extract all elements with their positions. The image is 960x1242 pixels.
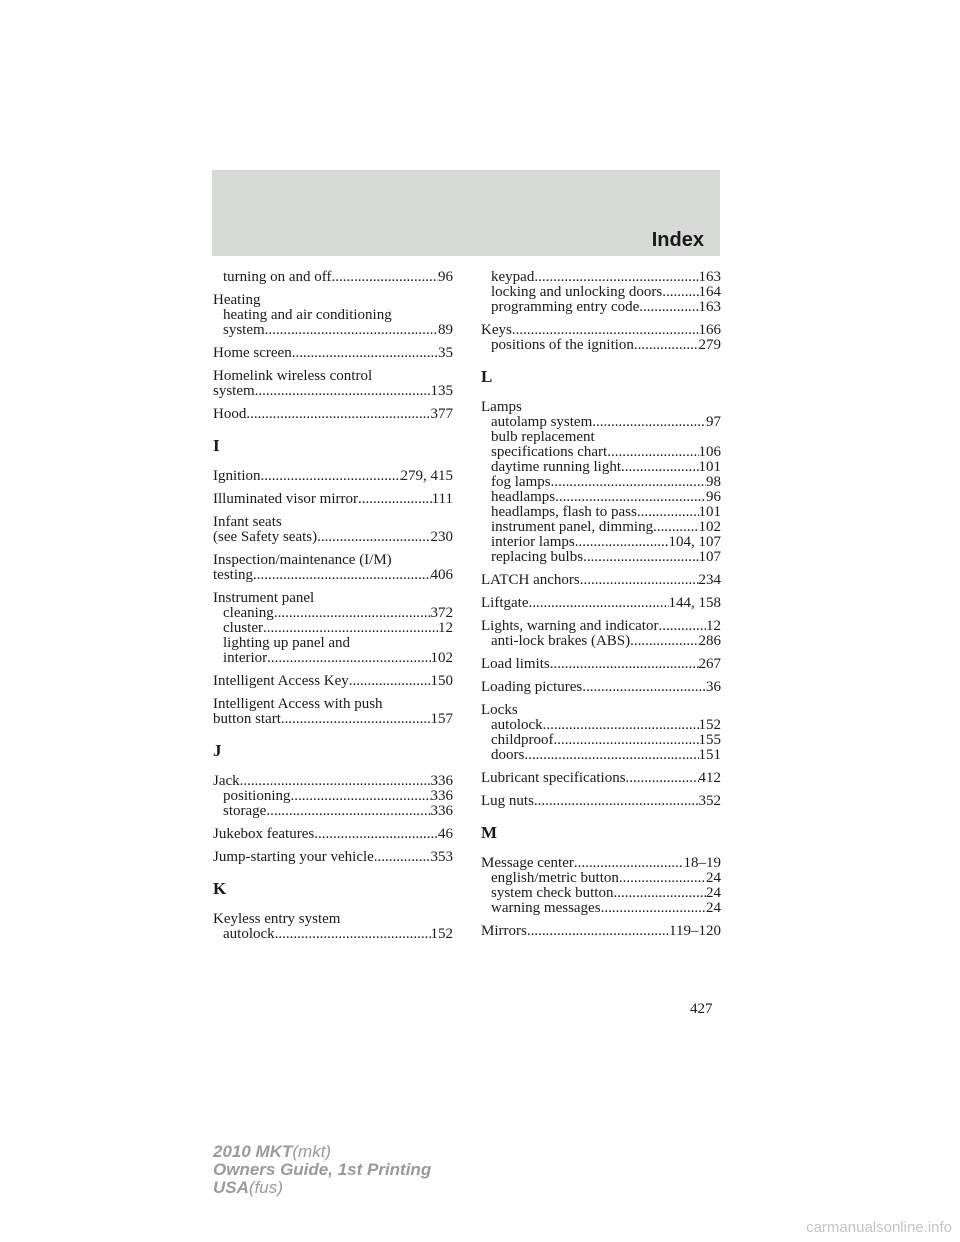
page-ref: 24 xyxy=(706,885,721,901)
index-subentry: headlamps, flash to pass ..... 101 xyxy=(481,505,721,520)
index-heading: Locks xyxy=(481,702,518,718)
page-ref: 279, 415 xyxy=(400,468,453,484)
document-footer xyxy=(213,1143,431,1197)
index-subentry: interior lamps ..... 104, 107 xyxy=(481,535,721,550)
index-column-right xyxy=(481,270,721,939)
page-ref: 157 xyxy=(430,711,453,727)
page-ref: 336 xyxy=(430,788,453,804)
page-ref: 406 xyxy=(430,567,453,583)
index-subentry: autolamp system ..... 97 xyxy=(481,415,721,430)
index-subentry: system check button ..... 24 xyxy=(481,886,721,901)
index-entry: Ignition ..... 279, 415 xyxy=(213,469,453,484)
section-letter: L xyxy=(481,367,493,386)
index-subentry: daytime running light ..... 101 xyxy=(481,460,721,475)
page-ref: 96 xyxy=(706,489,721,505)
index-entry: Jukebox features ..... 46 xyxy=(213,827,453,842)
page-ref: 155 xyxy=(698,732,721,748)
index-entry: Lights, warning and indicator ..... 12 xyxy=(481,619,721,634)
index-entry-group xyxy=(213,515,453,545)
watermark: carmanualsonline.info xyxy=(806,1219,952,1236)
page-ref: 267 xyxy=(698,656,721,672)
index-entry-group xyxy=(213,697,453,727)
page-ref: 144, 158 xyxy=(668,595,721,611)
page-ref: 151 xyxy=(698,747,721,763)
index-subentry: specifications chart ..... 106 xyxy=(481,445,721,460)
index-heading: Lamps xyxy=(481,399,522,415)
index-entry: system ..... 135 xyxy=(213,384,453,399)
page-ref: 336 xyxy=(430,773,453,789)
page-ref: 412 xyxy=(698,770,721,786)
index-entry: Liftgate ..... 144, 158 xyxy=(481,596,721,611)
section-letter: M xyxy=(481,823,498,842)
index-subentry: childproof ..... 155 xyxy=(481,733,721,748)
page-ref: 18–19 xyxy=(683,855,721,871)
index-subentry: warning messages ..... 24 xyxy=(481,901,721,916)
header-band xyxy=(212,170,720,256)
index-entry: Illuminated visor mirror ..... 111 xyxy=(213,492,453,507)
index-subentry: autolock ..... 152 xyxy=(213,927,453,942)
page-ref: 96 xyxy=(438,269,453,285)
page-ref: 111 xyxy=(431,491,453,507)
page-ref: 372 xyxy=(430,605,453,621)
index-entry-group xyxy=(481,703,721,763)
page-ref: 377 xyxy=(430,406,453,422)
index-entry: Lug nuts ..... 352 xyxy=(481,794,721,809)
page-ref: 152 xyxy=(698,717,721,733)
index-subentry: interior ..... 102 xyxy=(213,651,453,666)
index-subentry: storage ..... 336 xyxy=(213,804,453,819)
footer-model-code: (mkt) xyxy=(292,1142,332,1161)
page-ref: 12 xyxy=(438,620,453,636)
index-subentry: locking and unlocking doors ..... 164 xyxy=(481,285,721,300)
index-heading: Infant seats xyxy=(213,514,282,530)
page-ref: 35 xyxy=(438,345,453,361)
index-subentry: bulb replacement xyxy=(491,429,595,445)
index-column-left xyxy=(213,270,453,942)
index-entry-group xyxy=(213,774,453,819)
index-entry: Lubricant specifications ..... 412 xyxy=(481,771,721,786)
page-ref: 353 xyxy=(430,849,453,865)
page-ref: 163 xyxy=(698,299,721,315)
page-ref: 152 xyxy=(430,926,453,942)
page-ref: 279 xyxy=(698,337,721,353)
index-heading: Intelligent Access with push xyxy=(213,696,383,712)
index-subentry: positioning ..... 336 xyxy=(213,789,453,804)
index-entry: Home screen ..... 35 xyxy=(213,346,453,361)
page-ref: 166 xyxy=(698,322,721,338)
index-heading: Homelink wireless control xyxy=(213,368,373,384)
index-entry: system ..... 89 xyxy=(213,323,453,338)
index-entry: turning on and off ..... 96 xyxy=(213,270,453,285)
index-entry-group xyxy=(213,553,453,583)
section-title: Index xyxy=(651,229,704,251)
index-subentry: keypad ..... 163 xyxy=(481,270,721,285)
index-entry-group xyxy=(481,619,721,649)
index-subentry: programming entry code ..... 163 xyxy=(481,300,721,315)
page-ref: 336 xyxy=(430,803,453,819)
page-ref: 24 xyxy=(706,900,721,916)
index-subentry: autolock ..... 152 xyxy=(481,718,721,733)
index-subentry: cleaning ..... 372 xyxy=(213,606,453,621)
page-ref: 150 xyxy=(430,673,453,689)
index-heading: Instrument panel xyxy=(213,590,315,606)
page-ref: 163 xyxy=(698,269,721,285)
index-entry: Intelligent Access Key ..... 150 xyxy=(213,674,453,689)
index-entry: (see Safety seats) ..... 230 xyxy=(213,530,453,545)
page-ref: 106 xyxy=(698,444,721,460)
index-entry: Message center ..... 18–19 xyxy=(481,856,721,871)
index-heading: Heating xyxy=(213,292,261,308)
section-letter: K xyxy=(213,879,227,898)
index-entry-group xyxy=(213,912,453,942)
index-heading: Inspection/maintenance (I/M) xyxy=(213,552,392,568)
index-subentry: replacing bulbs ..... 107 xyxy=(481,550,721,565)
index-entry-group xyxy=(481,323,721,353)
index-subentry: positions of the ignition ..... 279 xyxy=(481,338,721,353)
page-ref: 24 xyxy=(706,870,721,886)
index-entry-group xyxy=(481,856,721,916)
page-ref: 352 xyxy=(698,793,721,809)
index-heading: Keyless entry system xyxy=(213,911,341,927)
section-letter: J xyxy=(213,741,222,760)
index-subentry: cluster ..... 12 xyxy=(213,621,453,636)
footer-guide: Owners Guide, 1st Printing xyxy=(213,1160,432,1179)
index-entry: testing ..... 406 xyxy=(213,568,453,583)
index-subentry: heating and air conditioning xyxy=(223,307,392,323)
footer-region: USA xyxy=(213,1178,249,1197)
page-ref: 101 xyxy=(698,459,721,475)
index-entry: Hood ..... 377 xyxy=(213,407,453,422)
index-entry: Load limits ..... 267 xyxy=(481,657,721,672)
page-ref: 119–120 xyxy=(669,923,721,939)
section-letter: I xyxy=(213,436,220,455)
page-ref: 102 xyxy=(698,519,721,535)
index-entry-group xyxy=(213,293,453,338)
index-entry-group xyxy=(481,400,721,565)
page-ref: 230 xyxy=(430,529,453,545)
index-entry: button start ..... 157 xyxy=(213,712,453,727)
page-ref: 98 xyxy=(706,474,721,490)
page-ref: 89 xyxy=(438,322,453,338)
page-ref: 97 xyxy=(706,414,721,430)
index-entry: Jump-starting your vehicle ..... 353 xyxy=(213,850,453,865)
index-entry: Loading pictures ..... 36 xyxy=(481,680,721,695)
footer-region-code: (fus) xyxy=(248,1178,283,1197)
page-ref: 234 xyxy=(698,572,721,588)
index-entry: Mirrors ..... 119–120 xyxy=(481,924,721,939)
index-entry-group xyxy=(213,369,453,399)
index-entry: LATCH anchors ..... 234 xyxy=(481,573,721,588)
index-entry: Jack ..... 336 xyxy=(213,774,453,789)
page-ref: 107 xyxy=(698,549,721,565)
index-subentry: anti-lock brakes (ABS) ..... 286 xyxy=(481,634,721,649)
page-ref: 286 xyxy=(698,633,721,649)
index-subentry: fog lamps ..... 98 xyxy=(481,475,721,490)
page-ref: 102 xyxy=(430,650,453,666)
page-ref: 12 xyxy=(706,618,721,634)
page-ref: 104, 107 xyxy=(668,534,721,550)
footer-model: 2010 MKT xyxy=(213,1142,293,1161)
page-ref: 164 xyxy=(698,284,721,300)
index-entry: Keys ..... 166 xyxy=(481,323,721,338)
page-ref: 101 xyxy=(698,504,721,520)
index-subentry: doors ..... 151 xyxy=(481,748,721,763)
index-subentry: english/metric button ..... 24 xyxy=(481,871,721,886)
page-number: 427 xyxy=(690,1001,713,1017)
page-ref: 36 xyxy=(706,679,721,695)
index-subentry: instrument panel, dimming ..... 102 xyxy=(481,520,721,535)
page-ref: 135 xyxy=(430,383,453,399)
page-ref: 46 xyxy=(438,826,453,842)
index-entry-group xyxy=(213,591,453,666)
index-subentry: lighting up panel and xyxy=(223,635,351,651)
index-subentry: headlamps ..... 96 xyxy=(481,490,721,505)
